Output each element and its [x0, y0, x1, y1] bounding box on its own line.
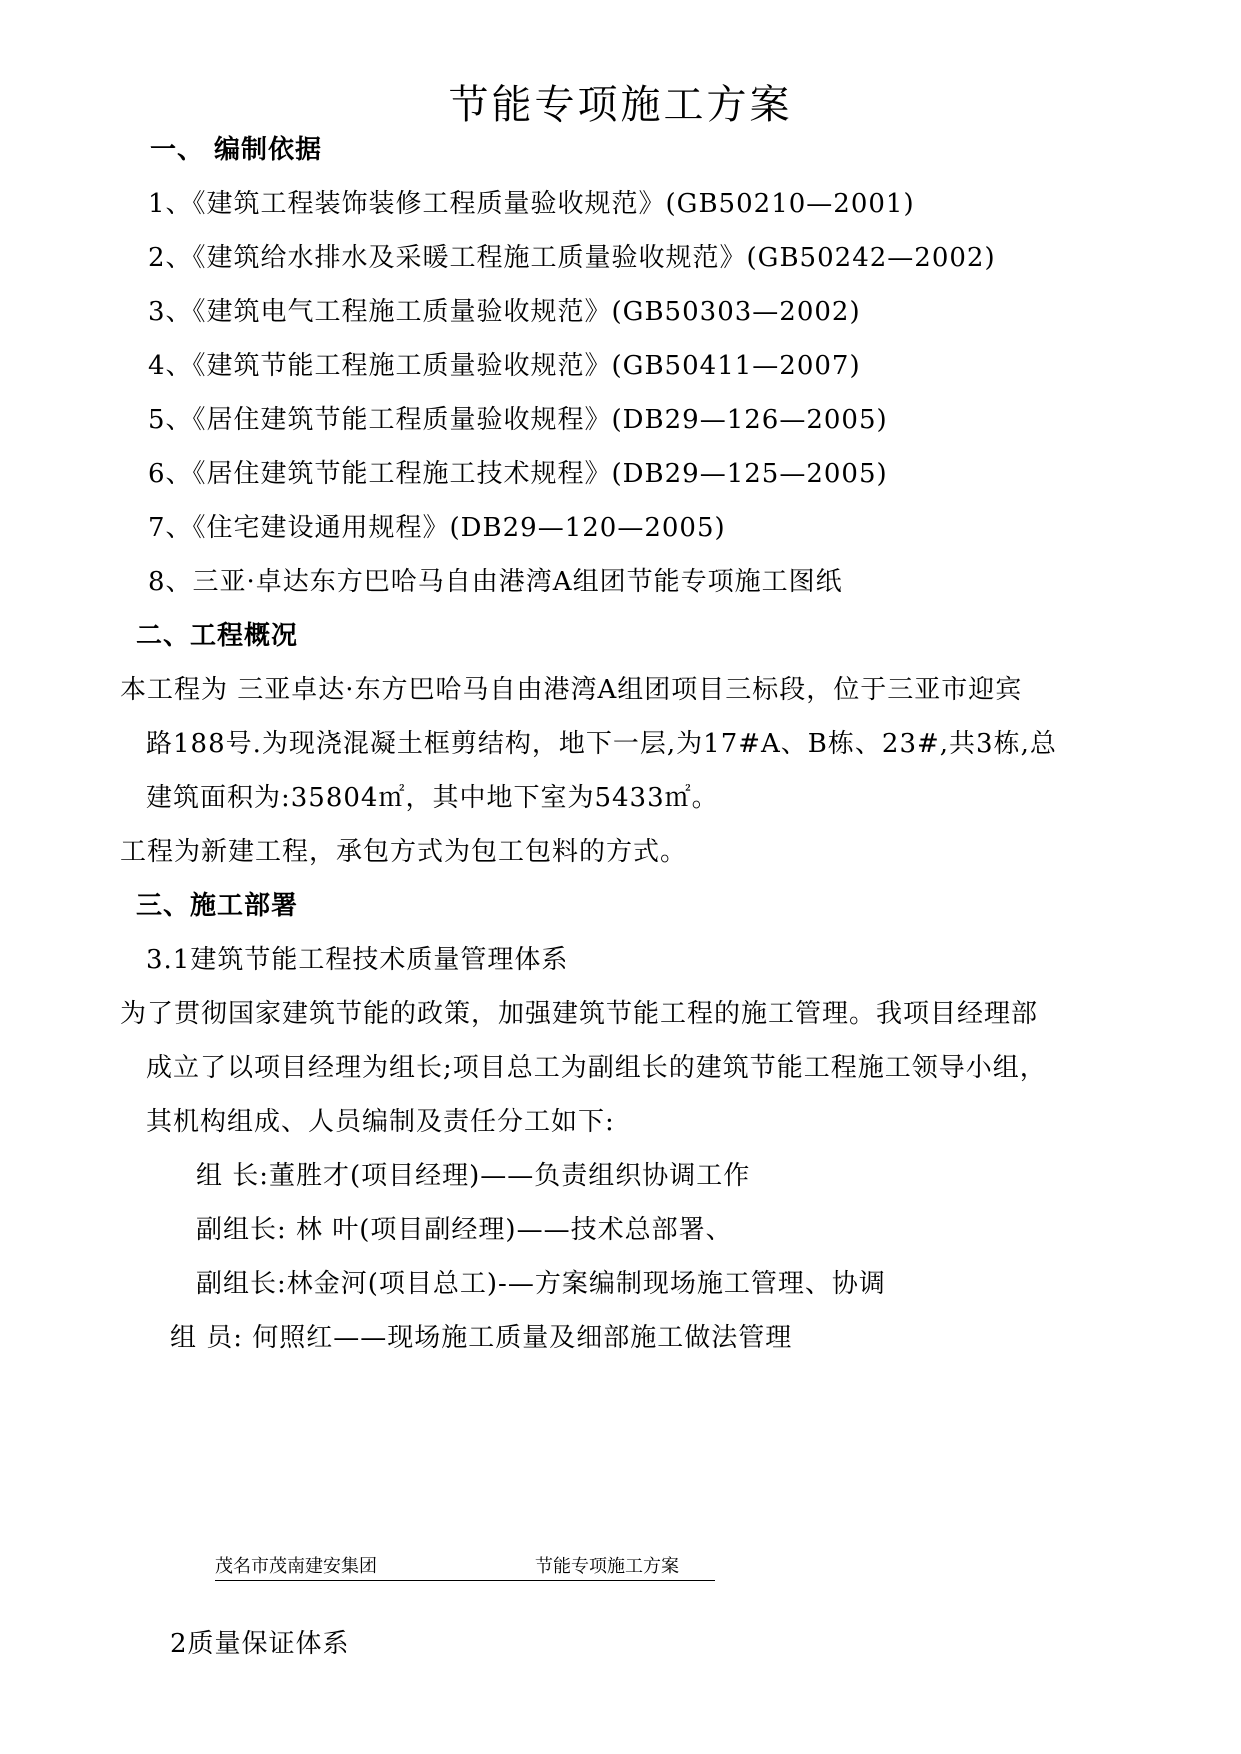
subsection-quality-system: 3.1建筑节能工程技术质量管理体系 — [146, 945, 569, 975]
section-heading-overview: 二、工程概况 — [136, 621, 299, 651]
basis-item-2: 2、《建筑给水排水及采暖工程施工质量验收规范》(GB50242—2002) — [148, 243, 996, 273]
deployment-line-3: 其机构组成、人员编制及责任分工如下: — [146, 1107, 615, 1137]
basis-item-3: 3、《建筑电气工程施工质量验收规范》(GB50303—2002) — [148, 297, 861, 327]
basis-item-5: 5、《居住建筑节能工程质量验收规程》(DB29—126—2005) — [148, 405, 888, 435]
next-section-heading: 2质量保证体系 — [170, 1629, 350, 1659]
basis-item-6: 6、《居住建筑节能工程施工技术规程》(DB29—125—2005) — [148, 459, 888, 489]
footer-company: 茂名市茂南建安集团 — [215, 1556, 377, 1577]
member-deputy-1: 副组长: 林 叶(项目副经理)——技术总部署、 — [196, 1215, 733, 1245]
overview-line-2: 路188号.为现浇混凝土框剪结构，地下一层,为17#A、B栋、23#,共3栋,总 — [146, 729, 1057, 759]
basis-item-4: 4、《建筑节能工程施工质量验收规范》(GB50411—2007) — [148, 351, 861, 381]
section-heading-basis: 一、 编制依据 — [150, 135, 323, 165]
basis-item-8: 8、三亚·卓达东方巴哈马自由港湾A组团节能专项施工图纸 — [148, 567, 843, 597]
overview-line-3: 建筑面积为:35804㎡，其中地下室为5433㎡。 — [146, 783, 719, 813]
section-heading-deployment: 三、施工部署 — [136, 891, 299, 921]
member-staff: 组 员: 何照红——现场施工质量及细部施工做法管理 — [170, 1323, 793, 1353]
page-footer — [215, 1556, 715, 1581]
deployment-line-2: 成立了以项目经理为组长;项目总工为副组长的建筑节能工程施工领导小组， — [146, 1053, 1047, 1083]
member-leader: 组 长:董胜才(项目经理)——负责组织协调工作 — [196, 1161, 751, 1191]
member-deputy-2: 副组长:林金河(项目总工)-—方案编制现场施工管理、协调 — [196, 1269, 886, 1299]
basis-item-1: 1、《建筑工程装饰装修工程质量验收规范》(GB50210—2001) — [148, 189, 915, 219]
deployment-line-1: 为了贯彻国家建筑节能的政策，加强建筑节能工程的施工管理。我项目经理部 — [120, 999, 1039, 1029]
page-title: 节能专项施工方案 — [448, 82, 793, 128]
footer-doc-title: 节能专项施工方案 — [535, 1556, 679, 1577]
overview-line-1: 本工程为 三亚卓达·东方巴哈马自由港湾A组团项目三标段，位于三亚市迎宾 — [120, 675, 1023, 705]
overview-line-4: 工程为新建工程，承包方式为包工包料的方式。 — [120, 837, 688, 867]
basis-item-7: 7、《住宅建设通用规程》(DB29—120—2005) — [148, 513, 726, 543]
